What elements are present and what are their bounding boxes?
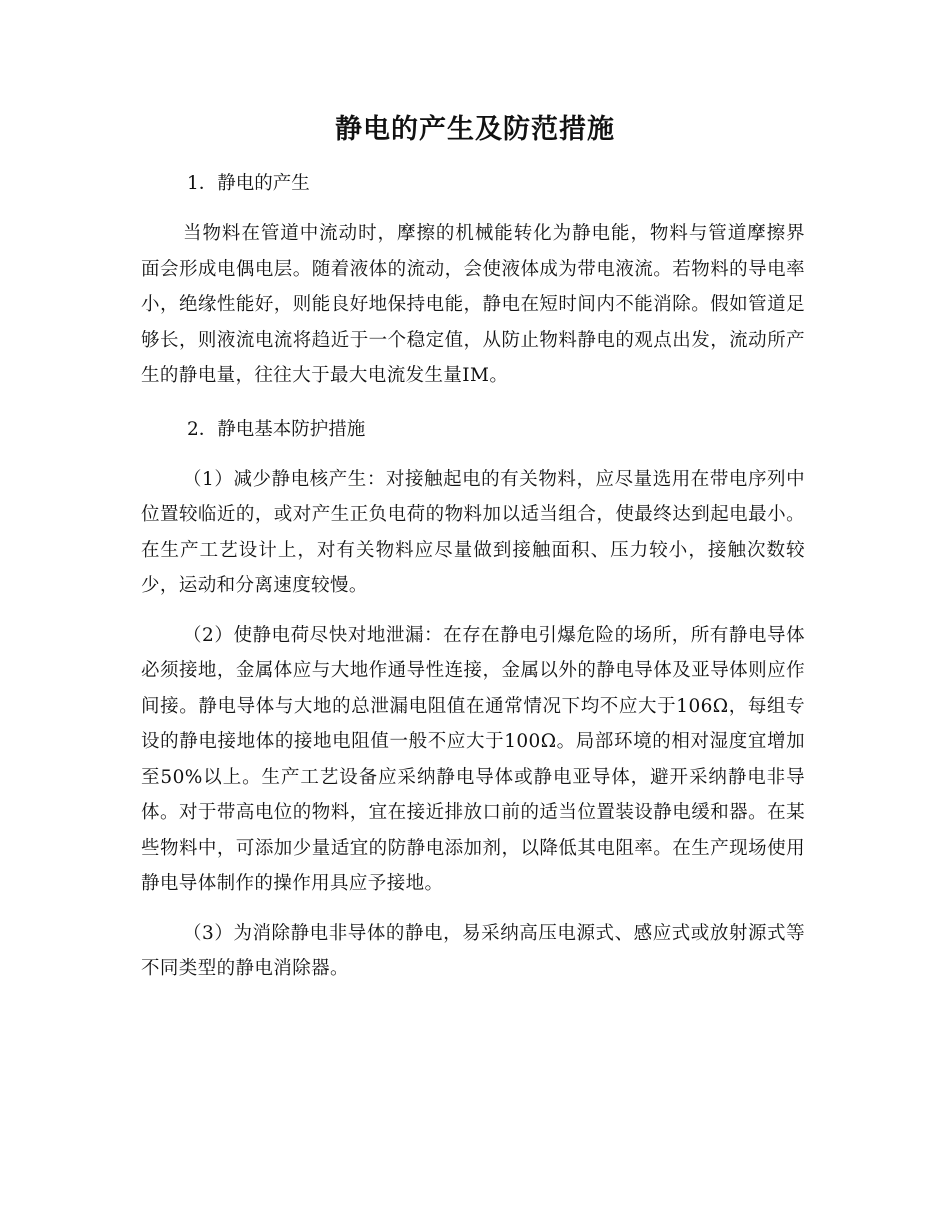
spacer [141, 604, 805, 618]
spacer [141, 394, 805, 412]
document-title: 静电的产生及防范措施 [335, 114, 615, 145]
spacer [141, 902, 805, 916]
section-heading-generation: 1．静电的产生 [187, 173, 310, 194]
paragraph-reduce-static: （1）减少静电核产生：对接触起电的有关物料，应尽量选用在带电序列中位置较临近的，或对产生正负电荷的物料加以适当组合，使最终达到起电最小。在生产工艺设计上，对有关物料应尽量做到接触面积、压力较小，接触次数较少，运动和分离速度较慢。 [141, 468, 805, 596]
paragraph-ground-leakage: （2）使静电荷尽快对地泄漏：在存在静电引爆危险的场所，所有静电导体必须接地，金属体应与大地作通导性连接，金属以外的静电导体及亚导体则应作间接。静电导体与大地的总泄漏电阻值在通常情况下均不应大于106Ω，每组专设的静电接地体的接地电阻值一般不应大于100Ω。局部环境的相对湿度宜增加至50%以上。生产工艺设备应采纳静电导体或静电亚导体，避开采纳静电非导体。对于带高电位的物料，宜在接近排放口前的适当位置装设静电缓和器。在某些物料中，可添加少量适宜的防静电添加剂，以降低其电阻率。在生产现场使用静电导体制作的操作用具应予接地。 [141, 624, 805, 894]
document-body [141, 166, 805, 987]
paragraph-generation: 当物料在管道中流动时，摩擦的机械能转化为静电能，物料与管道摩擦界面会形成电偶电层。随着液体的流动，会使液体成为带电液流。若物料的导电率小，绝缘性能好，则能良好地保持电能，静电在短时间内不能消除。假如管道足够长，则液流电流将趋近于一个稳定值，从防止物料静电的观点出发，流动所产生的静电量，往往大于最大电流发生量IM。 [141, 223, 805, 386]
spacer [141, 448, 805, 462]
paragraph-static-eliminator: （3）为消除静电非导体的静电，易采纳高压电源式、感应式或放射源式等不同类型的静电消除器。 [141, 922, 805, 979]
section-heading-protection: 2．静电基本防护措施 [187, 418, 366, 440]
spacer [141, 202, 805, 216]
